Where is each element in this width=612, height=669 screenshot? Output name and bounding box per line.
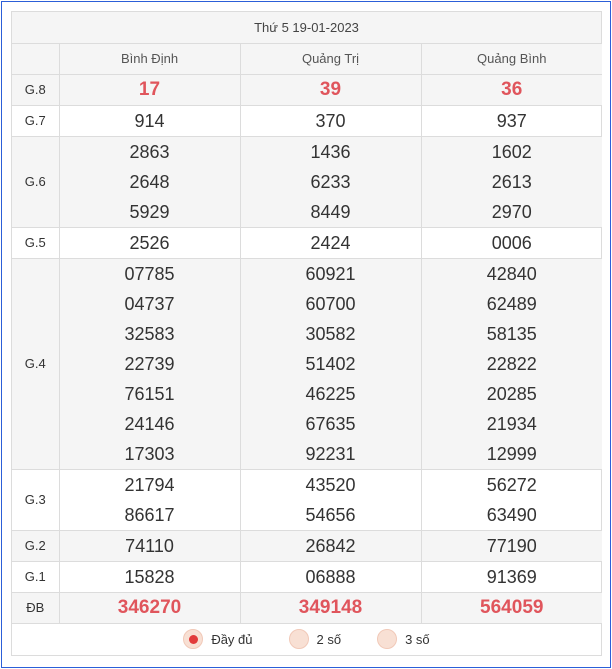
prize-row <box>12 592 602 623</box>
prize-number: 914 <box>134 110 165 131</box>
prize-number: 12999 <box>486 443 537 464</box>
header-corner <box>12 44 59 74</box>
prize-row <box>12 227 602 258</box>
prize-row <box>12 136 602 227</box>
prize-number: 51402 <box>305 353 356 374</box>
prize-cell <box>240 592 421 623</box>
prize-number: 15828 <box>124 566 175 587</box>
option-3-digits[interactable] <box>377 629 430 649</box>
prize-number: 21934 <box>486 413 537 434</box>
option-2-digits[interactable] <box>289 629 342 649</box>
prize-cell <box>421 227 602 258</box>
prize-number: 24146 <box>124 413 175 434</box>
prize-number: 62489 <box>486 293 537 314</box>
prize-row <box>12 74 602 105</box>
prize-cell <box>421 561 602 592</box>
prize-number: 77190 <box>486 535 537 556</box>
results-card <box>11 11 602 656</box>
prize-cell <box>59 469 240 530</box>
radio-3-digits[interactable] <box>377 629 397 649</box>
prize-number: 76151 <box>124 383 175 404</box>
prize-number: 39 <box>319 78 342 100</box>
results-table <box>12 44 602 624</box>
prize-number: 60700 <box>305 293 356 314</box>
prize-cell <box>421 105 602 136</box>
prize-number: 370 <box>315 110 346 131</box>
prize-number: 91369 <box>486 566 537 587</box>
prize-number: 67635 <box>305 413 356 434</box>
prize-cell <box>421 136 602 227</box>
prize-number: 06888 <box>305 566 356 587</box>
prize-number: 04737 <box>124 293 175 314</box>
prize-number: 32583 <box>124 323 175 344</box>
prize-number: 17303 <box>124 443 175 464</box>
prize-label: ĐB <box>12 592 59 623</box>
prize-cell <box>59 74 240 105</box>
prize-number: 1436 <box>310 141 351 162</box>
prize-cell <box>59 592 240 623</box>
radio-2-digits[interactable] <box>289 629 309 649</box>
prize-number: 21794 <box>124 474 175 495</box>
draw-date-title: Thứ 5 19-01-2023 <box>12 12 601 44</box>
prize-label: G.2 <box>12 530 59 561</box>
prize-row <box>12 105 602 136</box>
prize-number: 54656 <box>305 504 356 525</box>
prize-row <box>12 258 602 469</box>
prize-number: 63490 <box>486 504 537 525</box>
option-label: Đầy đủ <box>211 631 253 647</box>
province-header: Quảng Bình <box>421 44 602 74</box>
prize-number: 22739 <box>124 353 175 374</box>
prize-cell <box>59 227 240 258</box>
prize-number: 349148 <box>298 596 363 618</box>
prize-number: 2648 <box>129 171 170 192</box>
prize-number: 20285 <box>486 383 537 404</box>
prize-number: 2613 <box>491 171 532 192</box>
option-label: 3 số <box>405 631 430 647</box>
prize-number: 26842 <box>305 535 356 556</box>
digit-filter <box>12 624 601 655</box>
prize-number: 5929 <box>129 201 170 222</box>
prize-label: G.7 <box>12 105 59 136</box>
prize-number: 36 <box>501 78 523 100</box>
prize-number: 30582 <box>305 323 356 344</box>
prize-label: G.8 <box>12 74 59 105</box>
prize-number: 2526 <box>129 232 170 253</box>
prize-number: 07785 <box>124 263 175 284</box>
province-header: Bình Định <box>59 44 240 74</box>
prize-number: 58135 <box>486 323 537 344</box>
prize-label: G.1 <box>12 561 59 592</box>
prize-number: 43520 <box>305 474 356 495</box>
prize-number: 86617 <box>124 504 175 525</box>
prize-number: 22822 <box>486 353 537 374</box>
prize-number: 564059 <box>480 596 544 618</box>
prize-cell <box>240 561 421 592</box>
prize-row <box>12 469 602 530</box>
prize-cell <box>59 136 240 227</box>
prize-cell <box>59 258 240 469</box>
prize-number: 92231 <box>305 443 356 464</box>
prize-cell <box>59 530 240 561</box>
prize-cell <box>421 258 602 469</box>
prize-number: 2863 <box>129 141 170 162</box>
prize-number: 937 <box>496 110 527 131</box>
radio-full[interactable] <box>183 629 203 649</box>
prize-cell <box>59 561 240 592</box>
prize-number: 42840 <box>486 263 537 284</box>
prize-rows <box>12 74 602 623</box>
province-header: Quảng Trị <box>240 44 421 74</box>
prize-number: 60921 <box>305 263 356 284</box>
prize-number: 2424 <box>310 232 351 253</box>
prize-label: G.5 <box>12 227 59 258</box>
prize-cell <box>240 469 421 530</box>
prize-number: 46225 <box>305 383 356 404</box>
prize-cell <box>59 105 240 136</box>
prize-number: 6233 <box>310 171 351 192</box>
prize-cell <box>421 592 602 623</box>
prize-number: 17 <box>138 78 161 100</box>
prize-cell <box>240 258 421 469</box>
prize-number: 0006 <box>491 232 532 253</box>
prize-cell <box>421 530 602 561</box>
prize-cell <box>240 530 421 561</box>
prize-number: 2970 <box>491 201 532 222</box>
prize-cell <box>240 136 421 227</box>
prize-number: 56272 <box>486 474 537 495</box>
prize-label: G.4 <box>12 258 59 469</box>
prize-cell <box>240 74 421 105</box>
option-label: 2 số <box>316 631 342 647</box>
prize-number: 346270 <box>117 596 182 618</box>
option-full[interactable] <box>183 629 252 649</box>
prize-label: G.6 <box>12 136 59 227</box>
prize-label: G.3 <box>12 469 59 530</box>
prize-cell <box>421 74 602 105</box>
prize-number: 1602 <box>491 141 532 162</box>
prize-number: 74110 <box>125 535 174 556</box>
province-header-row <box>12 44 602 74</box>
prize-number: 8449 <box>310 201 351 222</box>
prize-cell <box>240 105 421 136</box>
prize-cell <box>240 227 421 258</box>
prize-row <box>12 530 602 561</box>
prize-row <box>12 561 602 592</box>
prize-cell <box>421 469 602 530</box>
